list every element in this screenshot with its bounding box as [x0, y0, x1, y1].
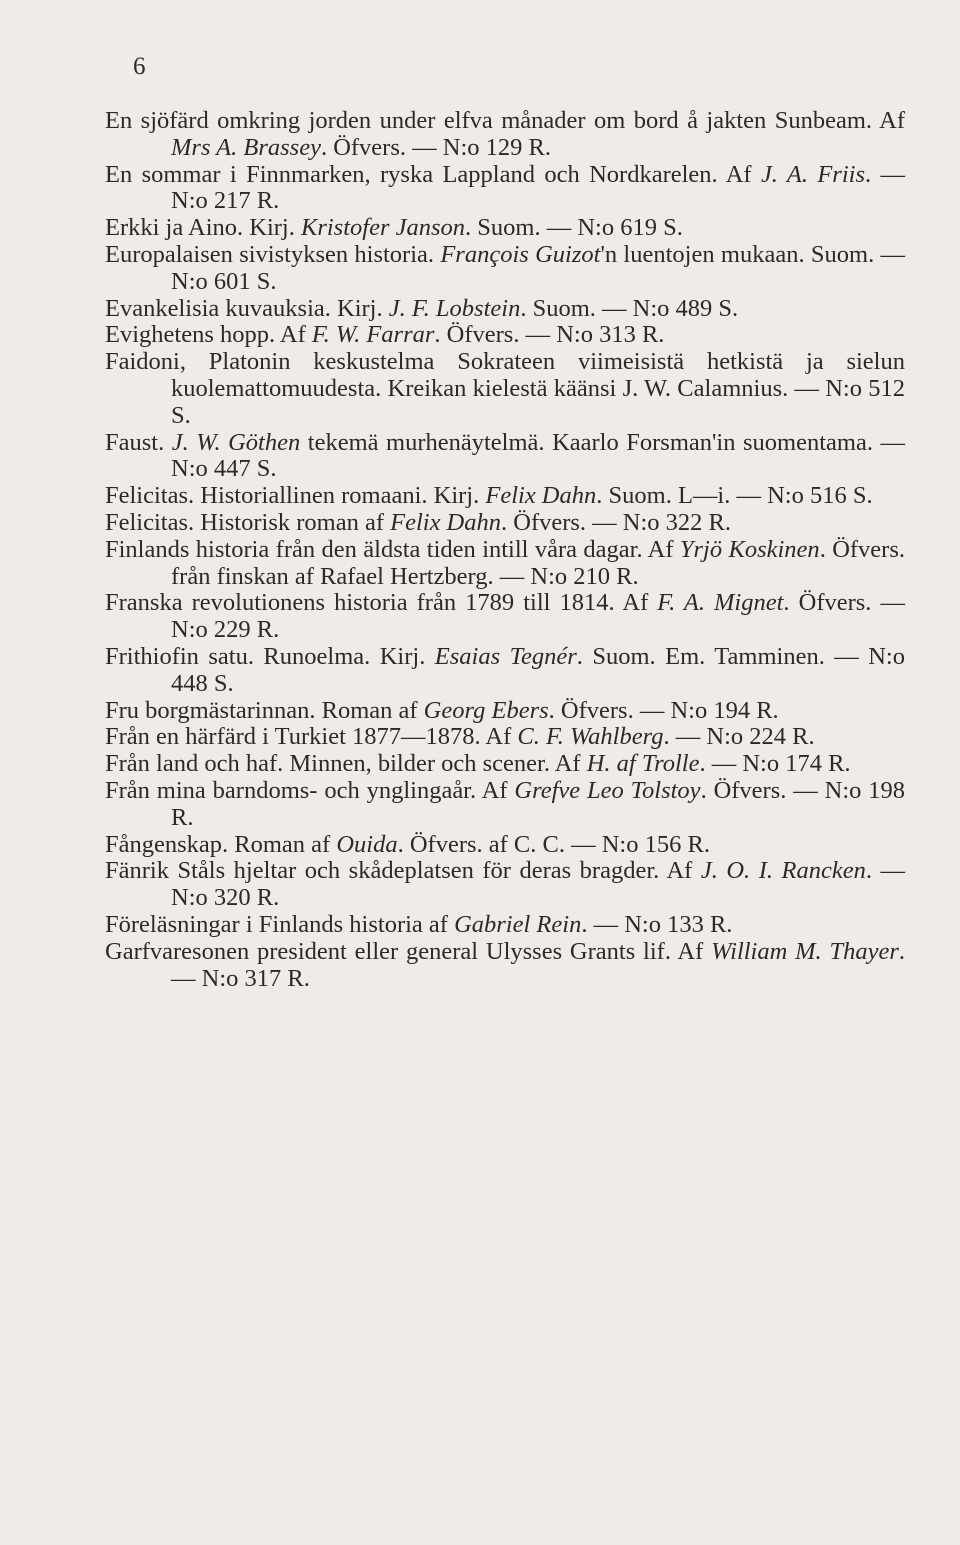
entry-author-name: H. af Trolle — [586, 750, 700, 778]
entry-author-name: F. A. Mignet — [657, 589, 784, 617]
catalog-entry — [105, 483, 905, 510]
catalog-entry — [105, 162, 905, 216]
catalog-entry — [105, 322, 905, 349]
entry-author-name: Yrjö Koskinen — [679, 535, 820, 563]
catalog-entry — [105, 724, 905, 751]
catalog-entry — [105, 644, 905, 698]
catalog-entry — [105, 912, 905, 939]
entry-text: Felicitas. Historisk roman af — [105, 508, 391, 536]
entry-text: Föreläsningar i Finlands historia af — [105, 910, 455, 938]
catalog-entry — [105, 832, 905, 859]
entry-text: Från mina barndoms- och ynglingaår. Af — [105, 776, 515, 804]
entry-text: Fångenskap. Roman af — [105, 830, 337, 858]
entry-author-name: C. F. Wahlberg — [517, 723, 664, 751]
entry-text: En sommar i Finnmarken, ryska Lappland och Nordkarelen. Af — [105, 160, 761, 188]
page-number: 6 — [133, 53, 146, 80]
entry-text: 'n luentojen mukaan. Suom. — N:o 601 S. — [171, 240, 905, 295]
entry-text: Fänrik Ståls hjeltar och skådeplatsen för deras bragder. Af — [105, 857, 701, 885]
entry-author-name: J. F. Lobstein — [388, 294, 521, 322]
entry-text: Finlands historia från den äldsta tiden intill våra dagar. Af — [105, 535, 680, 563]
entry-text: . Suom. L—i. — N:o 516 S. — [596, 482, 873, 510]
entry-author-name: Mrs A. Brassey — [171, 133, 321, 161]
entry-text: . Öfvers. — N:o 229 R. — [171, 589, 905, 644]
entry-text: Från en härfärd i Turkiet 1877—1878. Af — [105, 723, 518, 751]
entry-text: . Öfvers. från finskan af Rafael Hertzberg. — N:o 210 R. — [171, 535, 905, 590]
entry-text: . Öfvers. — N:o 198 R. — [171, 776, 906, 831]
entry-text: . — N:o 320 R. — [171, 857, 905, 912]
entry-text: . — N:o 224 R. — [663, 723, 815, 751]
catalog-entry — [105, 296, 905, 323]
catalog-entry-list — [105, 108, 905, 992]
entry-author-name: Felix Dahn — [390, 508, 502, 536]
entry-text: Garfvaresonen president eller general Ulysses Grants lif. Af — [105, 937, 712, 965]
catalog-entry — [105, 430, 905, 484]
catalog-entry — [105, 215, 905, 242]
entry-text: . Öfvers. af C. C. — N:o 156 R. — [397, 830, 710, 858]
entry-author-name: J. A. Friis — [760, 160, 865, 188]
entry-author-name: Georg Ebers — [423, 696, 549, 724]
entry-text: . — N:o 317 R. — [171, 937, 906, 992]
entry-text: Faidoni, Platonin keskustelma Sokrateen viimeisistä hetkistä ja sielun kuolemattomuudesta. Kreikan kielestä käänsi J. W. Calamnius. — N:o 512 S. — [105, 348, 905, 429]
catalog-entry — [105, 108, 905, 162]
entry-text: Frithiofin satu. Runoelma. Kirj. — [105, 642, 435, 670]
catalog-entry — [105, 858, 905, 912]
entry-text: Evighetens hopp. Af — [105, 321, 312, 349]
entry-author-name: Esaias Tegnér — [434, 642, 577, 670]
entry-author-name: F. W. Farrar — [311, 321, 435, 349]
entry-text: . — N:o 133 R. — [581, 910, 733, 938]
entry-text: . Öfvers. — N:o 322 R. — [501, 508, 732, 536]
entry-author-name: Grefve Leo Tolstoy — [514, 776, 701, 804]
entry-author-name: William M. Thayer — [711, 937, 899, 965]
entry-text: Evankelisia kuvauksia. Kirj. — [105, 294, 389, 322]
entry-text: . Suom. Em. Tamminen. — N:o 448 S. — [171, 642, 905, 697]
catalog-entry — [105, 698, 905, 725]
entry-text: Europalaisen sivistyksen historia. — [105, 240, 441, 268]
catalog-entry — [105, 510, 905, 537]
entry-text: . — N:o 217 R. — [171, 160, 906, 215]
entry-text: . Suom. — N:o 489 S. — [520, 294, 739, 322]
entry-text: . Öfvers. — N:o 129 R. — [320, 133, 551, 161]
entry-text: . Öfvers. — N:o 194 R. — [548, 696, 779, 724]
entry-text: . — N:o 174 R. — [699, 750, 851, 778]
entry-author-name: Felix Dahn — [485, 482, 597, 510]
entry-text: Från land och haf. Minnen, bilder och scener. Af — [105, 750, 587, 778]
entry-text: Felicitas. Historiallinen romaani. Kirj. — [105, 482, 486, 510]
catalog-entry — [105, 751, 905, 778]
catalog-entry — [105, 537, 905, 591]
entry-text: Franska revolutionens historia från 1789 till 1814. Af — [105, 589, 658, 617]
entry-text: En sjöfärd omkring jorden under elfva månader om bord å jakten Sunbeam. Af — [105, 107, 905, 134]
catalog-entry — [105, 590, 905, 644]
entry-author-name: J. W. Göthen — [171, 428, 301, 456]
entry-author-name: Kristofer Janson — [300, 214, 466, 242]
catalog-entry — [105, 242, 905, 296]
entry-author-name: Gabriel Rein — [454, 910, 582, 938]
entry-author-name: François Guizot — [440, 240, 601, 268]
entry-author-name: Ouida — [336, 830, 398, 858]
entry-text: tekemä murhenäytelmä. Kaarlo Forsman'in suomentama. — N:o 447 S. — [171, 428, 905, 483]
catalog-entry — [105, 939, 905, 993]
entry-text: . Suom. — N:o 619 S. — [465, 214, 683, 242]
entry-text: Erkki ja Aino. Kirj. — [105, 214, 301, 242]
catalog-entry — [105, 778, 905, 832]
entry-text: Faust. — [105, 428, 172, 456]
catalog-entry — [105, 349, 905, 429]
entry-text: Fru borgmästarinnan. Roman af — [105, 696, 424, 724]
entry-author-name: J. O. I. Rancken — [700, 857, 866, 885]
entry-text: . Öfvers. — N:o 313 R. — [434, 321, 665, 349]
